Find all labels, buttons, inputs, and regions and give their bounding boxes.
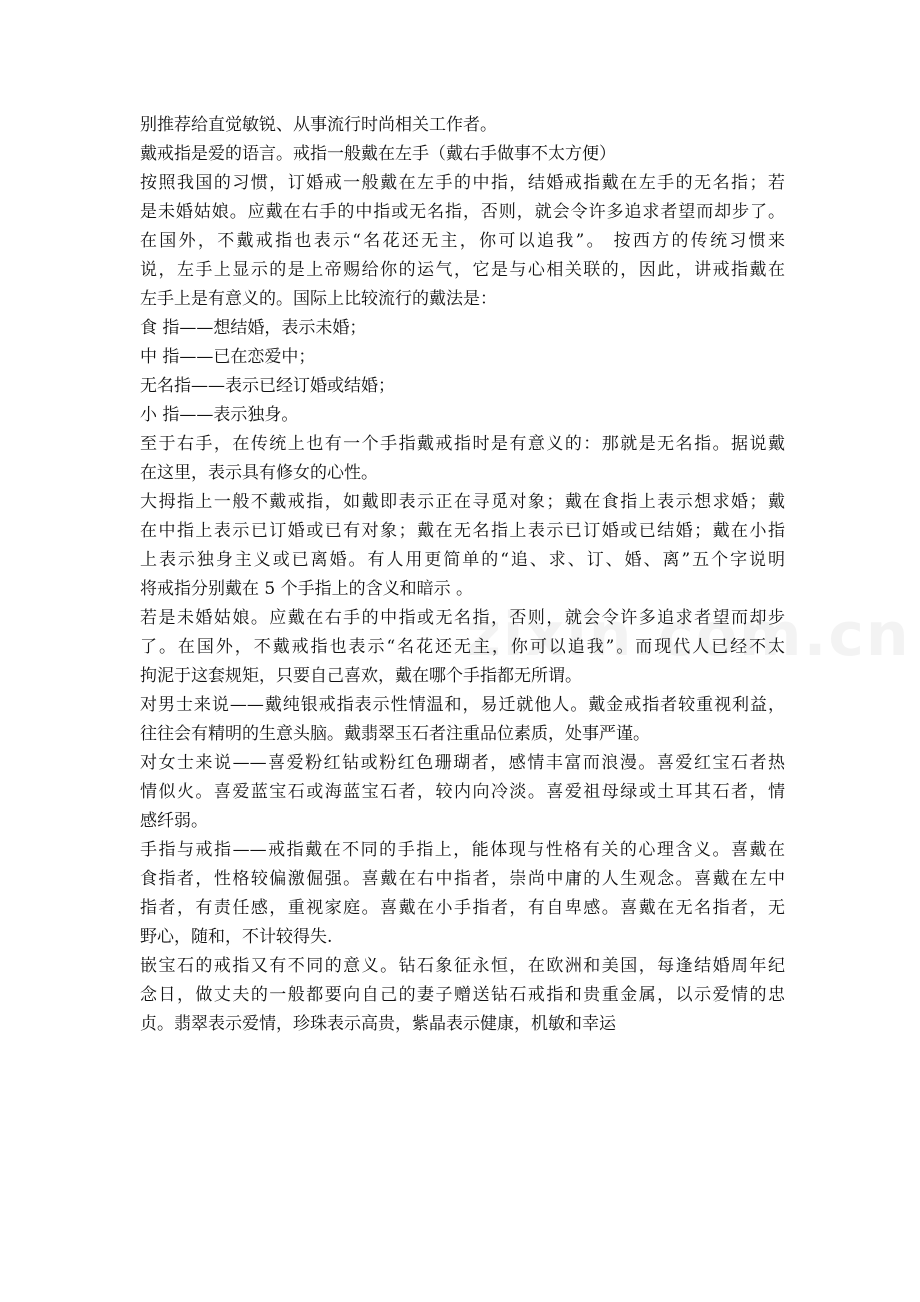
text-line: 念日，做丈夫的一般都要向自己的妻子赠送钻石戒指和贵重金属，以示爱情的忠 xyxy=(140,985,785,1005)
text-line: 了。在国外，不戴戒指也表示“名花还无主，你可以追我”。而现代人已经不太 xyxy=(140,637,785,657)
text-line: 在这里，表示具有修女的心性。 xyxy=(140,463,378,483)
text-line: 在中指上表示已订婚或已有对象；戴在无名指上表示已订婚或已结婚；戴在小指 xyxy=(140,521,785,541)
text-line: 是未婚姑娘。应戴在右手的中指或无名指，否则，就会令许多追求者望而却步了。 xyxy=(140,202,785,222)
text-line: 若是未婚姑娘。应戴在右手的中指或无名指，否则，就会令许多追求者望而却步 xyxy=(140,608,785,628)
text-line: 食 指——想结婚，表示未婚； xyxy=(140,318,367,338)
text-line: 大拇指上一般不戴戒指，如戴即表示正在寻觅对象；戴在食指上表示想求婚；戴 xyxy=(140,492,785,512)
text-line: 拘泥于这套规矩，只要自己喜欢，戴在哪个手指都无所谓。 xyxy=(140,666,582,686)
text-line: 小 指——表示独身。 xyxy=(140,405,299,425)
text-line: 左手上是有意义的。国际上比较流行的戴法是： xyxy=(140,289,497,309)
text-line: 至于右手，在传统上也有一个手指戴戒指时是有意义的：那就是无名指。据说戴 xyxy=(140,434,785,454)
text-line: 贞。翡翠表示爱情，珍珠表示高贵，紫晶表示健康，机敏和幸运 xyxy=(140,1014,616,1034)
text-line: 无名指——表示已经订婚或结婚； xyxy=(140,376,395,396)
text-line: 感纤弱。 xyxy=(140,811,208,831)
text-line: 上表示独身主义或已离婚。有人用更简单的“追、求、订、婚、离”五个字说明 xyxy=(140,550,785,570)
text-line: 在国外，不戴戒指也表示“名花还无主，你可以追我”。 按西方的传统习惯来 xyxy=(140,231,785,251)
text-line: 别推荐给直觉敏锐、从事流行时尚相关工作者。 xyxy=(140,115,497,135)
text-line: 中 指——已在恋爱中； xyxy=(140,347,316,367)
text-line: 按照我国的习惯，订婚戒一般戴在左手的中指，结婚戒指戴在左手的无名指；若 xyxy=(140,173,785,193)
text-line: 指者，有责任感，重视家庭。喜戴在小手指者，有自卑感。喜戴在无名指者，无 xyxy=(140,898,785,918)
document-body xyxy=(140,111,785,1039)
text-line: 嵌宝石的戒指又有不同的意义。钻石象征永恒，在欧洲和美国，每逢结婚周年纪 xyxy=(140,956,785,976)
text-line: 戴戒指是爱的语言。戒指一般戴在左手（戴右手做事不太方便） xyxy=(140,144,616,164)
text-line: 食指者，性格较偏激倔强。喜戴在右中指者，崇尚中庸的人生观念。喜戴在左中 xyxy=(140,869,785,889)
text-line: 情似火。喜爱蓝宝石或海蓝宝石者，较内向冷淡。喜爱祖母绿或土耳其石者，情 xyxy=(140,782,785,802)
text-line: 将戒指分别戴在 5 个手指上的含义和暗示 。 xyxy=(140,579,474,599)
text-line: 对男士来说——戴纯银戒指表示性情温和，易迁就他人。戴金戒指者较重视利益， xyxy=(140,695,785,715)
text-line: 说，左手上显示的是上帝赐给你的运气，它是与心相关联的，因此，讲戒指戴在 xyxy=(140,260,785,280)
text-line: 往往会有精明的生意头脑。戴翡翠玉石者注重品位素质，处事严谨。 xyxy=(140,724,650,744)
text-line: 对女士来说——喜爱粉红钻或粉红色珊瑚者，感情丰富而浪漫。喜爱红宝石者热 xyxy=(140,753,785,773)
text-line: 野心，随和，不计较得失. xyxy=(140,927,333,947)
text-line: 手指与戒指——戒指戴在不同的手指上，能体现与性格有关的心理含义。喜戴在 xyxy=(140,840,785,860)
